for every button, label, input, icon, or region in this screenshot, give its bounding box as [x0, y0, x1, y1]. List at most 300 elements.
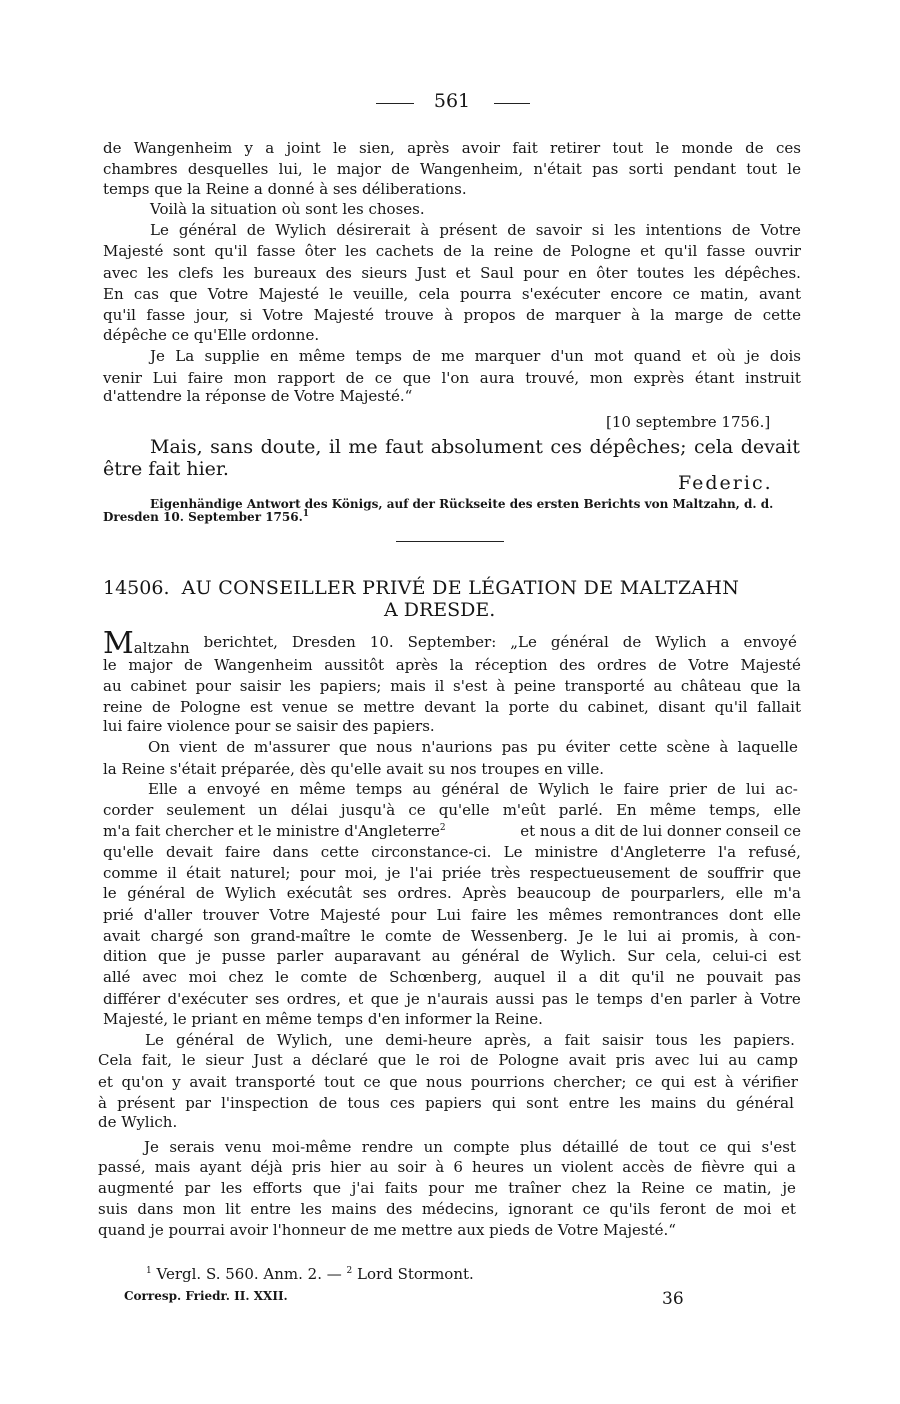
word: violent: [561, 1158, 614, 1176]
word: est: [250, 698, 273, 716]
word: reine: [103, 698, 143, 716]
word: avec: [142, 968, 177, 986]
word: transporté: [235, 1073, 316, 1091]
word: de: [731, 221, 751, 239]
word: toutes: [636, 264, 685, 282]
word: hier: [330, 1158, 361, 1176]
word: chargé: [150, 927, 204, 945]
word: dois: [769, 347, 801, 365]
word: les: [619, 1094, 641, 1112]
word: de: [246, 221, 266, 239]
word: de: [745, 139, 764, 157]
word: Votre: [262, 306, 304, 324]
report-p3-line3-a: m'a fait chercher et le ministre d'Angleterre$^2$: [103, 822, 446, 840]
word: avant: [758, 285, 801, 303]
word: scène: [666, 738, 711, 756]
word: ce: [635, 1073, 653, 1091]
word: la: [485, 698, 500, 716]
word: trouvé,: [525, 369, 580, 387]
word: lui: [699, 1051, 719, 1069]
report-p3-line: [103, 967, 801, 987]
word: faire: [623, 780, 659, 798]
date-line: [10 septembre 1756.]: [606, 413, 771, 431]
word: pourparlers,: [630, 884, 726, 902]
word: réception: [475, 656, 548, 674]
word: devant: [424, 698, 476, 716]
word: et: [691, 347, 707, 365]
word: dont: [728, 906, 764, 924]
word: elle: [773, 801, 801, 819]
word: ce: [408, 801, 426, 819]
word: saisir: [602, 1031, 644, 1049]
word: mettre: [363, 698, 415, 716]
word: il: [557, 968, 567, 986]
word: de: [733, 306, 753, 324]
word: des: [325, 264, 352, 282]
word: pour: [428, 1179, 464, 1197]
report-p3-line: [103, 883, 801, 903]
word: September:: [407, 633, 497, 651]
report-p3-line: [103, 842, 801, 862]
word: mais: [390, 677, 426, 695]
word: faire: [225, 843, 261, 861]
word: général: [461, 947, 520, 965]
word: après: [407, 139, 450, 157]
word: fasse: [706, 242, 746, 260]
word: l'a: [718, 843, 737, 861]
word: d'en: [650, 990, 683, 1008]
word: fasse: [256, 242, 296, 260]
word: cette: [619, 738, 658, 756]
word: Le: [503, 843, 523, 861]
word: de: [226, 738, 245, 756]
word: ne: [676, 968, 695, 986]
word: d'exécuter: [167, 990, 248, 1008]
word: un: [258, 801, 278, 819]
word: y: [172, 1073, 181, 1091]
word: Votre: [207, 285, 249, 303]
word: à: [631, 306, 640, 324]
letter-title-line2: A DRESDE.: [384, 599, 496, 621]
word: Majesté: [320, 906, 381, 924]
word: l'ai: [409, 864, 433, 882]
word: trouver: [202, 906, 259, 924]
word: les: [300, 1200, 322, 1218]
word: général: [735, 1094, 794, 1112]
para2-line: Voilà la situation où sont les choses.: [150, 200, 425, 218]
para4-line: d'attendre la réponse de Votre Majesté.“: [103, 387, 413, 405]
word: cabinet: [130, 677, 187, 695]
word: m'a: [773, 884, 801, 902]
word: faire: [471, 906, 507, 924]
word: sieurs: [361, 264, 408, 282]
word: tout: [612, 139, 644, 157]
word: ses: [255, 990, 280, 1008]
word: de: [358, 968, 378, 986]
word: La: [175, 347, 195, 365]
word: Wylich: [655, 633, 707, 651]
word: intentions: [645, 221, 722, 239]
word: n'aurions: [421, 738, 493, 756]
word: Après: [462, 884, 507, 902]
para3-line: [103, 241, 801, 261]
word: la: [616, 1179, 631, 1197]
word: celui-ci: [712, 947, 768, 965]
word: comte: [300, 968, 348, 986]
word: de: [629, 1138, 648, 1156]
word: Lui: [436, 906, 461, 924]
word: dit: [599, 968, 620, 986]
word: con-: [768, 927, 801, 945]
word: 10.: [369, 633, 394, 651]
word: marquer: [474, 347, 541, 365]
word: de: [507, 221, 526, 239]
word: général: [441, 780, 500, 798]
word: beaucoup: [517, 884, 591, 902]
word: avait: [103, 927, 141, 945]
word: cette: [320, 843, 360, 861]
word: un: [423, 1138, 443, 1156]
word: délai: [290, 801, 328, 819]
word: le: [103, 656, 117, 674]
word: ces: [389, 1094, 415, 1112]
word: marge: [674, 306, 724, 324]
word: n'aurais: [427, 990, 489, 1008]
word: circonstance-ci.: [371, 843, 492, 861]
word: présent: [439, 221, 498, 239]
word: aussitôt: [324, 656, 385, 674]
word: savoir: [535, 221, 582, 239]
word: les: [516, 906, 539, 924]
word: pour: [195, 677, 231, 695]
word: feront: [659, 1200, 706, 1218]
word: il: [167, 864, 177, 882]
word: Wangenheim: [214, 656, 313, 674]
word: pu: [537, 738, 557, 756]
para3-line: dépêche ce qu'Elle ordonne.: [103, 326, 320, 344]
word: moi: [743, 1200, 772, 1218]
word: retirer: [550, 139, 601, 157]
word: ce: [374, 369, 393, 387]
word: des: [559, 656, 586, 674]
word: moi-même: [272, 1138, 352, 1156]
word: mains: [331, 1200, 377, 1218]
word: elle: [773, 906, 801, 924]
word: pas: [592, 160, 619, 178]
word: général: [127, 884, 186, 902]
word: les: [345, 242, 367, 260]
reply-line: [150, 436, 800, 458]
report-p1-line: [103, 676, 801, 696]
word: en: [568, 264, 587, 282]
word: exprès: [633, 369, 685, 387]
word: traîner: [508, 1179, 561, 1197]
word: major: [128, 656, 173, 674]
word: „Le: [510, 633, 537, 651]
word: Pologne: [179, 698, 241, 716]
word: n'était: [533, 160, 582, 178]
word: l'on: [441, 369, 470, 387]
word: pouvait: [706, 968, 763, 986]
word: même: [298, 347, 346, 365]
word: les: [222, 264, 245, 282]
word: moi,: [344, 864, 378, 882]
word: ministre: [534, 843, 599, 861]
word: je: [782, 1179, 796, 1197]
word: le: [787, 160, 801, 178]
word: parler: [689, 990, 737, 1008]
word: altzahn: [133, 639, 190, 657]
word: de: [184, 656, 203, 674]
word: de: [715, 1200, 734, 1218]
word: demi-heure: [385, 1031, 473, 1049]
word: ces: [550, 436, 582, 458]
word: Wylich: [275, 221, 327, 239]
word: que: [402, 369, 431, 387]
word: dépêches;: [589, 436, 687, 458]
word: de: [195, 884, 215, 902]
word: devait: [166, 843, 213, 861]
word: nous: [376, 738, 413, 756]
word: accès: [622, 1158, 665, 1176]
signature-mark: Corresp. Friedr. II. XXII.: [124, 1289, 288, 1303]
word: ordres.: [397, 884, 452, 902]
word: où: [716, 347, 736, 365]
word: clefs: [178, 264, 214, 282]
word: Schœnberg,: [389, 968, 482, 986]
para4-line: [103, 368, 801, 388]
word: venue: [282, 698, 328, 716]
word: temps: [596, 990, 643, 1008]
word: compte: [453, 1138, 510, 1156]
word: Wangenheim: [133, 139, 233, 157]
word: a: [292, 1051, 302, 1069]
word: de: [443, 242, 462, 260]
word: Je: [578, 927, 594, 945]
para3-line: [103, 263, 801, 283]
word: une: [344, 1031, 374, 1049]
word: même: [649, 801, 697, 819]
word: faut: [385, 436, 424, 458]
word: Majesté: [258, 285, 319, 303]
word: laquelle: [737, 738, 798, 756]
word: déjà: [250, 1158, 283, 1176]
word: cela: [418, 285, 450, 303]
word: y: [244, 139, 253, 157]
word: d'Angleterre: [610, 843, 706, 861]
word: chercher;: [553, 1073, 627, 1091]
report-p2-line: la Reine s'était préparée, dès qu'elle avait su nos troupes en ville.: [103, 760, 605, 778]
word: différer: [103, 990, 161, 1008]
word: sieur: [205, 1051, 244, 1069]
word: de: [601, 884, 621, 902]
word: le: [103, 884, 117, 902]
word: que: [772, 864, 801, 882]
word: Wylich: [538, 780, 590, 798]
word: se: [337, 698, 354, 716]
word: m'assurer: [254, 738, 330, 756]
word: jusqu'à: [340, 801, 396, 819]
source-note-line: [103, 510, 309, 524]
word: et: [640, 242, 655, 260]
word: au: [653, 677, 673, 695]
word: corder: [103, 801, 154, 819]
word: comme: [103, 864, 158, 882]
word: de: [717, 780, 736, 798]
word: aussi: [495, 990, 535, 1008]
word: les: [699, 1031, 722, 1049]
word: dans: [272, 843, 309, 861]
word: que: [338, 738, 368, 756]
word: sien,: [358, 139, 395, 157]
word: faits: [384, 1179, 418, 1197]
word: tout: [324, 1073, 355, 1091]
word: et: [348, 990, 364, 1008]
source-note-line: Eigenhändige Antwort des Königs, auf der Rückseite des ersten Berichts von Maltzahn, d. d.: [150, 497, 774, 511]
word: que: [312, 1179, 342, 1197]
word: fait: [512, 139, 538, 157]
word: pas: [774, 968, 801, 986]
word: les: [614, 221, 636, 239]
word: tous: [655, 1031, 688, 1049]
word: papiers: [425, 1094, 482, 1112]
word: qu'il: [103, 306, 136, 324]
word: Majesté: [103, 242, 164, 260]
word: rapport: [277, 369, 335, 387]
word: qui: [753, 1158, 778, 1176]
word: matin,: [700, 285, 749, 303]
word: le: [415, 1051, 430, 1069]
word: Wessenberg.: [470, 927, 568, 945]
word: cela: [693, 436, 734, 458]
word: à: [749, 927, 759, 945]
word: passé,: [98, 1158, 146, 1176]
word: tous: [347, 1094, 380, 1112]
word: suis: [98, 1200, 128, 1218]
word: augmenté: [98, 1179, 174, 1197]
word: à: [98, 1094, 107, 1112]
word: Le: [145, 1031, 164, 1049]
word: Votre: [688, 656, 729, 674]
word: est: [778, 947, 801, 965]
word: la: [787, 677, 801, 695]
word: trouve: [384, 306, 434, 324]
para1-line: temps que la Reine a donné à ses déliberations.: [103, 180, 467, 198]
word: de: [442, 927, 461, 945]
word: qu'on: [121, 1073, 164, 1091]
word: s'est: [761, 1138, 796, 1156]
word: très: [490, 864, 521, 882]
word: Votre: [760, 221, 801, 239]
word: de: [622, 633, 642, 651]
word: étant: [694, 369, 735, 387]
word: camp: [756, 1051, 798, 1069]
word: le: [360, 927, 375, 945]
footnote-ref-1: 1: [302, 509, 310, 519]
word: pusse: [221, 947, 266, 965]
word: faire: [187, 369, 224, 387]
word: est: [693, 1073, 717, 1091]
word: fallait: [757, 698, 801, 716]
word: auquel: [493, 968, 546, 986]
word: temps: [355, 347, 402, 365]
word: sont: [526, 1094, 559, 1112]
word: était: [186, 864, 221, 882]
word: qu'il: [631, 968, 665, 986]
word: à: [420, 221, 430, 239]
word: Le: [150, 221, 169, 239]
word: ses: [362, 884, 387, 902]
para1-line: [103, 138, 801, 158]
word: qu'il: [664, 242, 698, 260]
word: chambres: [103, 160, 178, 178]
report-p1-line: lui faire violence pour se saisir des papiers.: [103, 717, 435, 735]
word: au: [728, 1051, 747, 1069]
word: ce: [695, 1179, 713, 1197]
word: peine: [513, 677, 556, 695]
word: Wangenheim,: [419, 160, 524, 178]
sheet-number: 36: [662, 1289, 684, 1309]
report-p2-line: [148, 737, 798, 757]
word: moi: [188, 968, 217, 986]
word: du: [558, 698, 579, 716]
report-p3-line: [103, 905, 801, 925]
word: mon: [589, 369, 623, 387]
word: lui: [745, 780, 766, 798]
word: doute,: [260, 436, 322, 458]
word: heures: [471, 1158, 524, 1176]
drop-cap-initial: Maltzahn: [103, 626, 190, 661]
word: en: [269, 347, 289, 365]
word: avoir: [461, 139, 501, 157]
word: qu'il: [214, 242, 248, 260]
word: à: [435, 1158, 445, 1176]
footnote-1-mark: 1: [146, 1266, 152, 1276]
word: fait,: [141, 1051, 173, 1069]
word: d'un: [550, 347, 584, 365]
word: pris: [615, 1051, 645, 1069]
word: ce: [672, 285, 690, 303]
word: Cela: [98, 1051, 133, 1069]
word: bureaux: [253, 264, 317, 282]
word: absolument: [430, 436, 543, 458]
word: Lui: [152, 369, 178, 387]
word: même: [299, 780, 346, 798]
word: 6: [453, 1158, 463, 1176]
word: On: [148, 738, 170, 756]
word: Sur: [627, 947, 655, 965]
word: ac-: [775, 780, 798, 798]
word: général: [176, 1031, 234, 1049]
footnote-2-mark: 2: [346, 1266, 353, 1276]
word: de: [470, 1051, 489, 1069]
word: En: [616, 801, 637, 819]
word: lit: [225, 1200, 241, 1218]
word: remontrances: [612, 906, 719, 924]
word: au: [103, 677, 122, 695]
word: saisir: [239, 677, 281, 695]
word: s'est: [453, 677, 488, 695]
word: Reine: [641, 1179, 685, 1197]
word: Saul: [480, 264, 514, 282]
word: Je: [144, 1138, 159, 1156]
footnotes: [146, 1264, 474, 1284]
word: envoyé: [743, 633, 797, 651]
word: monde: [681, 139, 733, 157]
word: par: [185, 1094, 211, 1112]
reply-line: être fait hier.: [103, 458, 229, 480]
word: les: [147, 264, 169, 282]
